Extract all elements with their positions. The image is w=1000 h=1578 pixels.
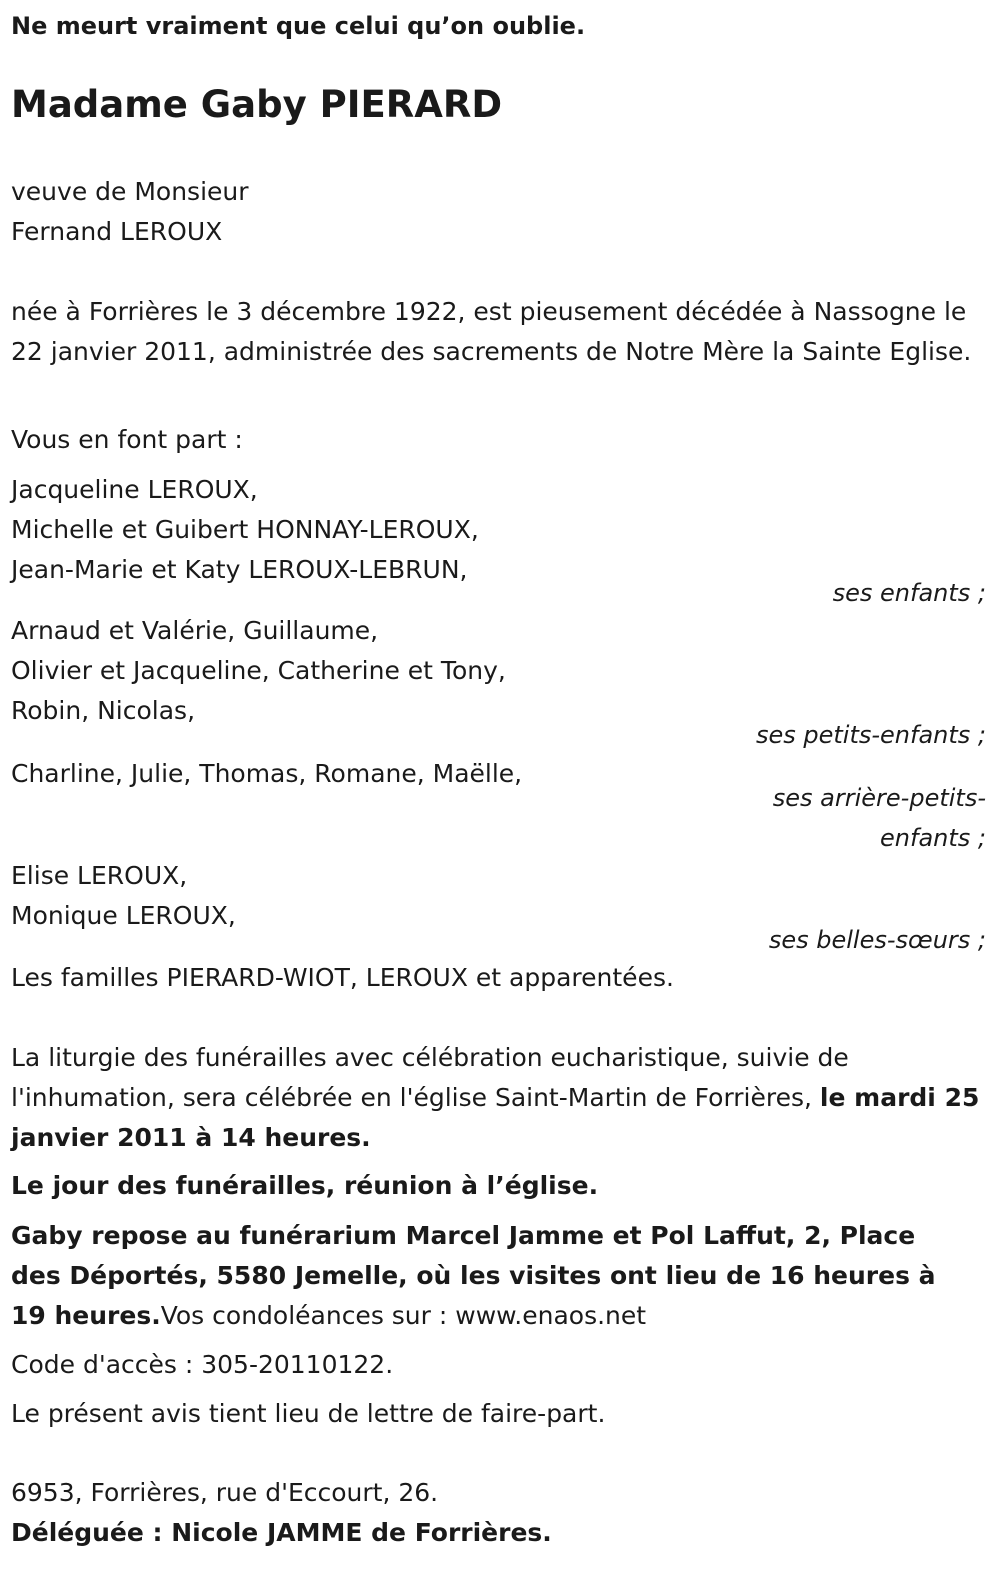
list-item: Robin, Nicolas, [11,696,196,725]
birth-death-text: née à Forrières le 3 décembre 1922, est pieusement décédée à Nassogne le 22 janvier 2011, administrée des sacrements de Notre Mère la Sainte Eglise. [11,297,972,366]
great-grandchildren-role [773,778,986,858]
sisters-in-law-role: ses belles-sœurs ; [768,926,986,954]
meeting-text: Le jour des funérailles, réunion à l’église. [11,1171,599,1200]
address-line: 6953, Forrières, rue d'Eccourt, 26. [11,1478,439,1507]
list-item: Charline, Julie, Thomas, Romane, Maëlle, [11,759,523,788]
role-line: ses arrière-petits- [772,784,986,812]
grandchildren-role: ses petits-enfants ; [755,721,986,749]
list-item: Monique LEROUX, [11,901,236,930]
funerarium-info: Gaby repose au funérarium Marcel Jamme et Pol Laffut, 2, Place des Déportés, 5580 Jemelle, où les visites ont lieu de 16 heures à 19 heures. [11,1221,936,1330]
access-code: Code d'accès : 305-20110122. [11,1350,394,1379]
list-item: Jacqueline LEROUX, [11,475,258,504]
delegate-line: Déléguée : Nicole JAMME de Forrières. [11,1518,552,1547]
deceased-name: Madame Gaby PIERARD [11,83,503,126]
funeral-text [11,1038,982,1158]
children-list [11,470,986,590]
list-item: Jean-Marie et Katy LEROUX-LEBRUN, [11,555,468,584]
notice-text: Le présent avis tient lieu de lettre de faire-part. [11,1399,606,1428]
list-item: Olivier et Jacqueline, Catherine et Tony, [11,656,506,685]
funeral-date: le mardi 25 janvier 2011 à 14 heures. [11,1083,980,1152]
widow-of [11,172,986,252]
list-item: Michelle et Guibert HONNAY-LEROUX, [11,515,479,544]
spouse-name: Fernand LEROUX [11,217,223,246]
families-line: Les familles PIERARD-WIOT, LEROUX et apparentées. [11,963,674,992]
list-item: Arnaud et Valérie, Guillaume, [11,616,379,645]
list-item: Elise LEROUX, [11,861,188,890]
condolences-text: Vos condoléances sur : www.enaos.net [160,1301,647,1330]
children-role: ses enfants ; [832,579,986,607]
grandchildren-list [11,611,986,731]
role-line: enfants ; [880,824,986,852]
epigraph: Ne meurt vraiment que celui qu’on oublie. [11,12,586,40]
funeral-description: La liturgie des funérailles avec célébration eucharistique, suivie de l'inhumation, sera célébrée en l'église Saint-Martin de Forrières, [11,1043,849,1112]
widow-of-line: veuve de Monsieur [11,177,249,206]
funerarium-text [11,1216,960,1336]
announce-intro: Vous en font part : [11,425,243,454]
